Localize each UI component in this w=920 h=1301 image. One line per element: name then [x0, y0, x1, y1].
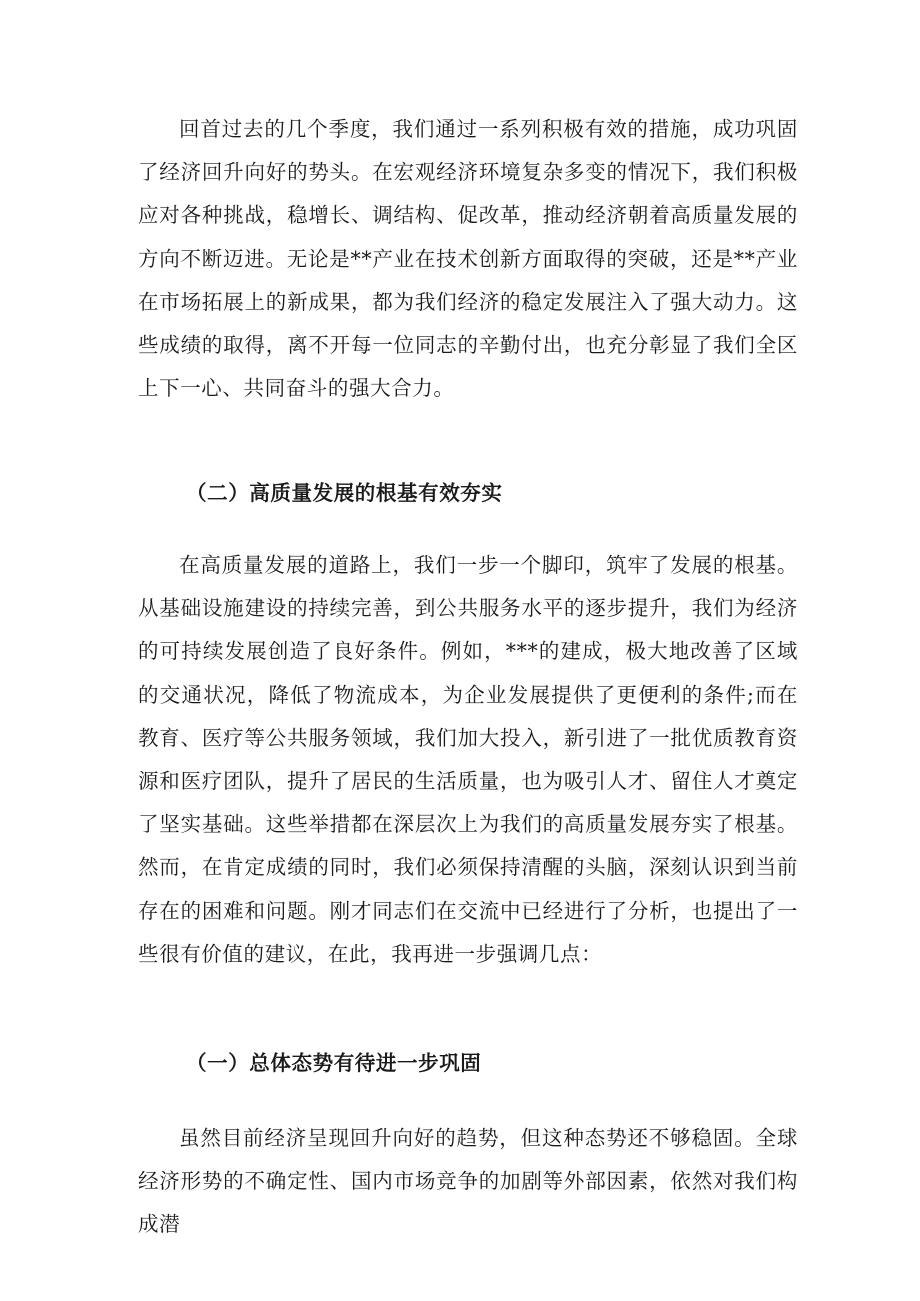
body-paragraph: 虽然目前经济呈现回升向好的趋势，但这种态势还不够稳固。全球经济形势的不确定性、国内市场竞争的加剧等外部因素，依然对我们构成潜 — [138, 1126, 798, 1237]
section-heading: （二）高质量发展的根基有效夯实 — [186, 481, 503, 505]
body-paragraph: 回首过去的几个季度，我们通过一系列积极有效的措施，成功巩固了经济回升向好的势头。在宏观经济环境复杂多变的情况下，我们积极应对各种挑战，稳增长、调结构、促改革，推动经济朝着高质量发展的方向不断迈进。无论是**产业在技术创新方面取得的突破，还是**产业在市场拓展上的新成果，都为我们经济的稳定发展注入了强大动力。这些成绩的取得，离不开每一位同志的辛勤付出，也充分彰显了我们全区上下一心、共同奋斗的强大合力。 — [138, 117, 798, 401]
section-heading: （一）总体态势有待进一步巩固 — [186, 1051, 482, 1075]
body-paragraph: 在高质量发展的道路上，我们一步一个脚印，筑牢了发展的根基。从基础设施建设的持续完善，到公共服务水平的逐步提升，我们为经济的可持续发展创造了良好条件。例如，***的建成，极大地改善了区域的交通状况，降低了物流成本，为企业发展提供了更便利的条件;而在教育、医疗等公共服务领域，我们加大投入，新引进了一批优质教育资源和医疗团队，提升了居民的生活质量，也为吸引人才、留住人才奠定了坚实基础。这些举措都在深层次上为我们的高质量发展夯实了根基。然而，在肯定成绩的同时，我们必须保持清醒的头脑，深刻认识到当前存在的困难和问题。刚才同志们在交流中已经进行了分析，也提出了一些很有价值的建议，在此，我再进一步强调几点： — [138, 553, 798, 966]
